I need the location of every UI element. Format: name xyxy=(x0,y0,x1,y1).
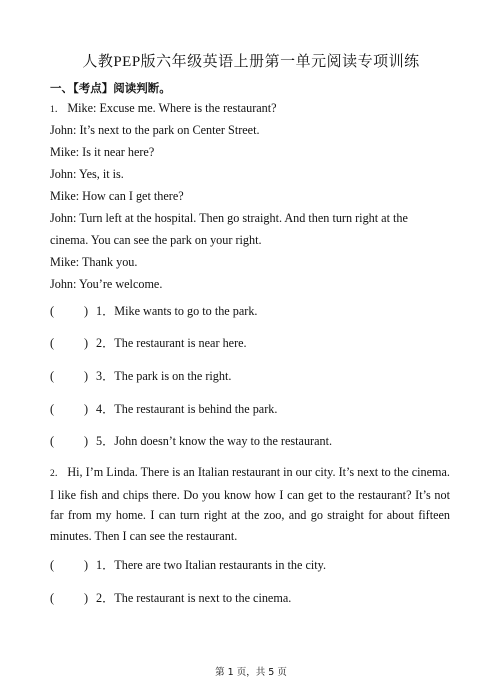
question-text: 1．There are two Italian restaurants in the city. xyxy=(96,558,327,572)
answer-blank-close: ) xyxy=(84,369,89,383)
passage-1-line xyxy=(50,101,277,116)
page-footer: 第 1 页，共 5 页 xyxy=(215,667,287,678)
dialogue-line: John: Yes, it is. xyxy=(50,167,124,181)
answer-blank-open[interactable]: ( xyxy=(50,558,55,572)
answer-blank-open[interactable]: ( xyxy=(50,369,55,383)
answer-blank-close: ) xyxy=(84,591,89,605)
question-item xyxy=(50,334,247,351)
dialogue-line: John: It’s next to the park on Center Street. xyxy=(50,123,260,137)
passage-2-text: Hi, I’m Linda. There is an Italian restaurant in our city. It’s next to the cinema. I like fish and chips there. Do you know how I can get to the restaurant? It’s not far from my home. I can turn right at the zoo, and go straight for about fifteen minutes. Then I can see the restaurant. xyxy=(50,465,450,543)
answer-blank-open[interactable]: ( xyxy=(50,591,55,605)
dialogue-line: Mike: How can I get there? xyxy=(50,189,184,203)
answer-blank-close: ) xyxy=(84,304,89,318)
dialogue-line: cinema. You can see the park on your right. xyxy=(50,233,262,247)
document-title: 人教PEP版六年级英语上册第一单元阅读专项训练 xyxy=(82,54,420,70)
question-item xyxy=(50,589,291,606)
answer-blank-open[interactable]: ( xyxy=(50,402,55,416)
question-item xyxy=(50,400,277,417)
passage-2-number: 2． xyxy=(50,469,65,479)
dialogue-line: Mike: Is it near here? xyxy=(50,145,155,159)
question-text: 2．The restaurant is next to the cinema. xyxy=(96,591,292,605)
answer-blank-close: ) xyxy=(84,336,89,350)
answer-blank-open[interactable]: ( xyxy=(50,336,55,350)
answer-blank-open[interactable]: ( xyxy=(50,304,55,318)
question-item xyxy=(50,302,257,319)
answer-blank-close: ) xyxy=(84,558,89,572)
passage-2-paragraph xyxy=(50,462,450,546)
question-text: 5．John doesn’t know the way to the restaurant. xyxy=(96,434,333,448)
question-text: 2．The restaurant is near here. xyxy=(96,336,247,350)
question-item xyxy=(50,367,231,384)
dialogue-line: John: You’re welcome. xyxy=(50,277,163,291)
dialogue-line: Mike: Thank you. xyxy=(50,255,138,269)
question-text: 4．The restaurant is behind the park. xyxy=(96,402,278,416)
question-text: 1．Mike wants to go to the park. xyxy=(96,304,258,318)
passage-1-number: 1． xyxy=(50,105,65,115)
dialogue-line: Mike: Excuse me. Where is the restaurant? xyxy=(67,101,277,115)
dialogue-line: John: Turn left at the hospital. Then go straight. And then turn right at the xyxy=(50,211,408,225)
answer-blank-open[interactable]: ( xyxy=(50,434,55,448)
section-heading: 一、【考点】阅读判断。 xyxy=(50,81,171,95)
question-item xyxy=(50,432,332,449)
question-item xyxy=(50,556,326,573)
answer-blank-close: ) xyxy=(84,402,89,416)
question-text: 3．The park is on the right. xyxy=(96,369,232,383)
answer-blank-close: ) xyxy=(84,434,89,448)
